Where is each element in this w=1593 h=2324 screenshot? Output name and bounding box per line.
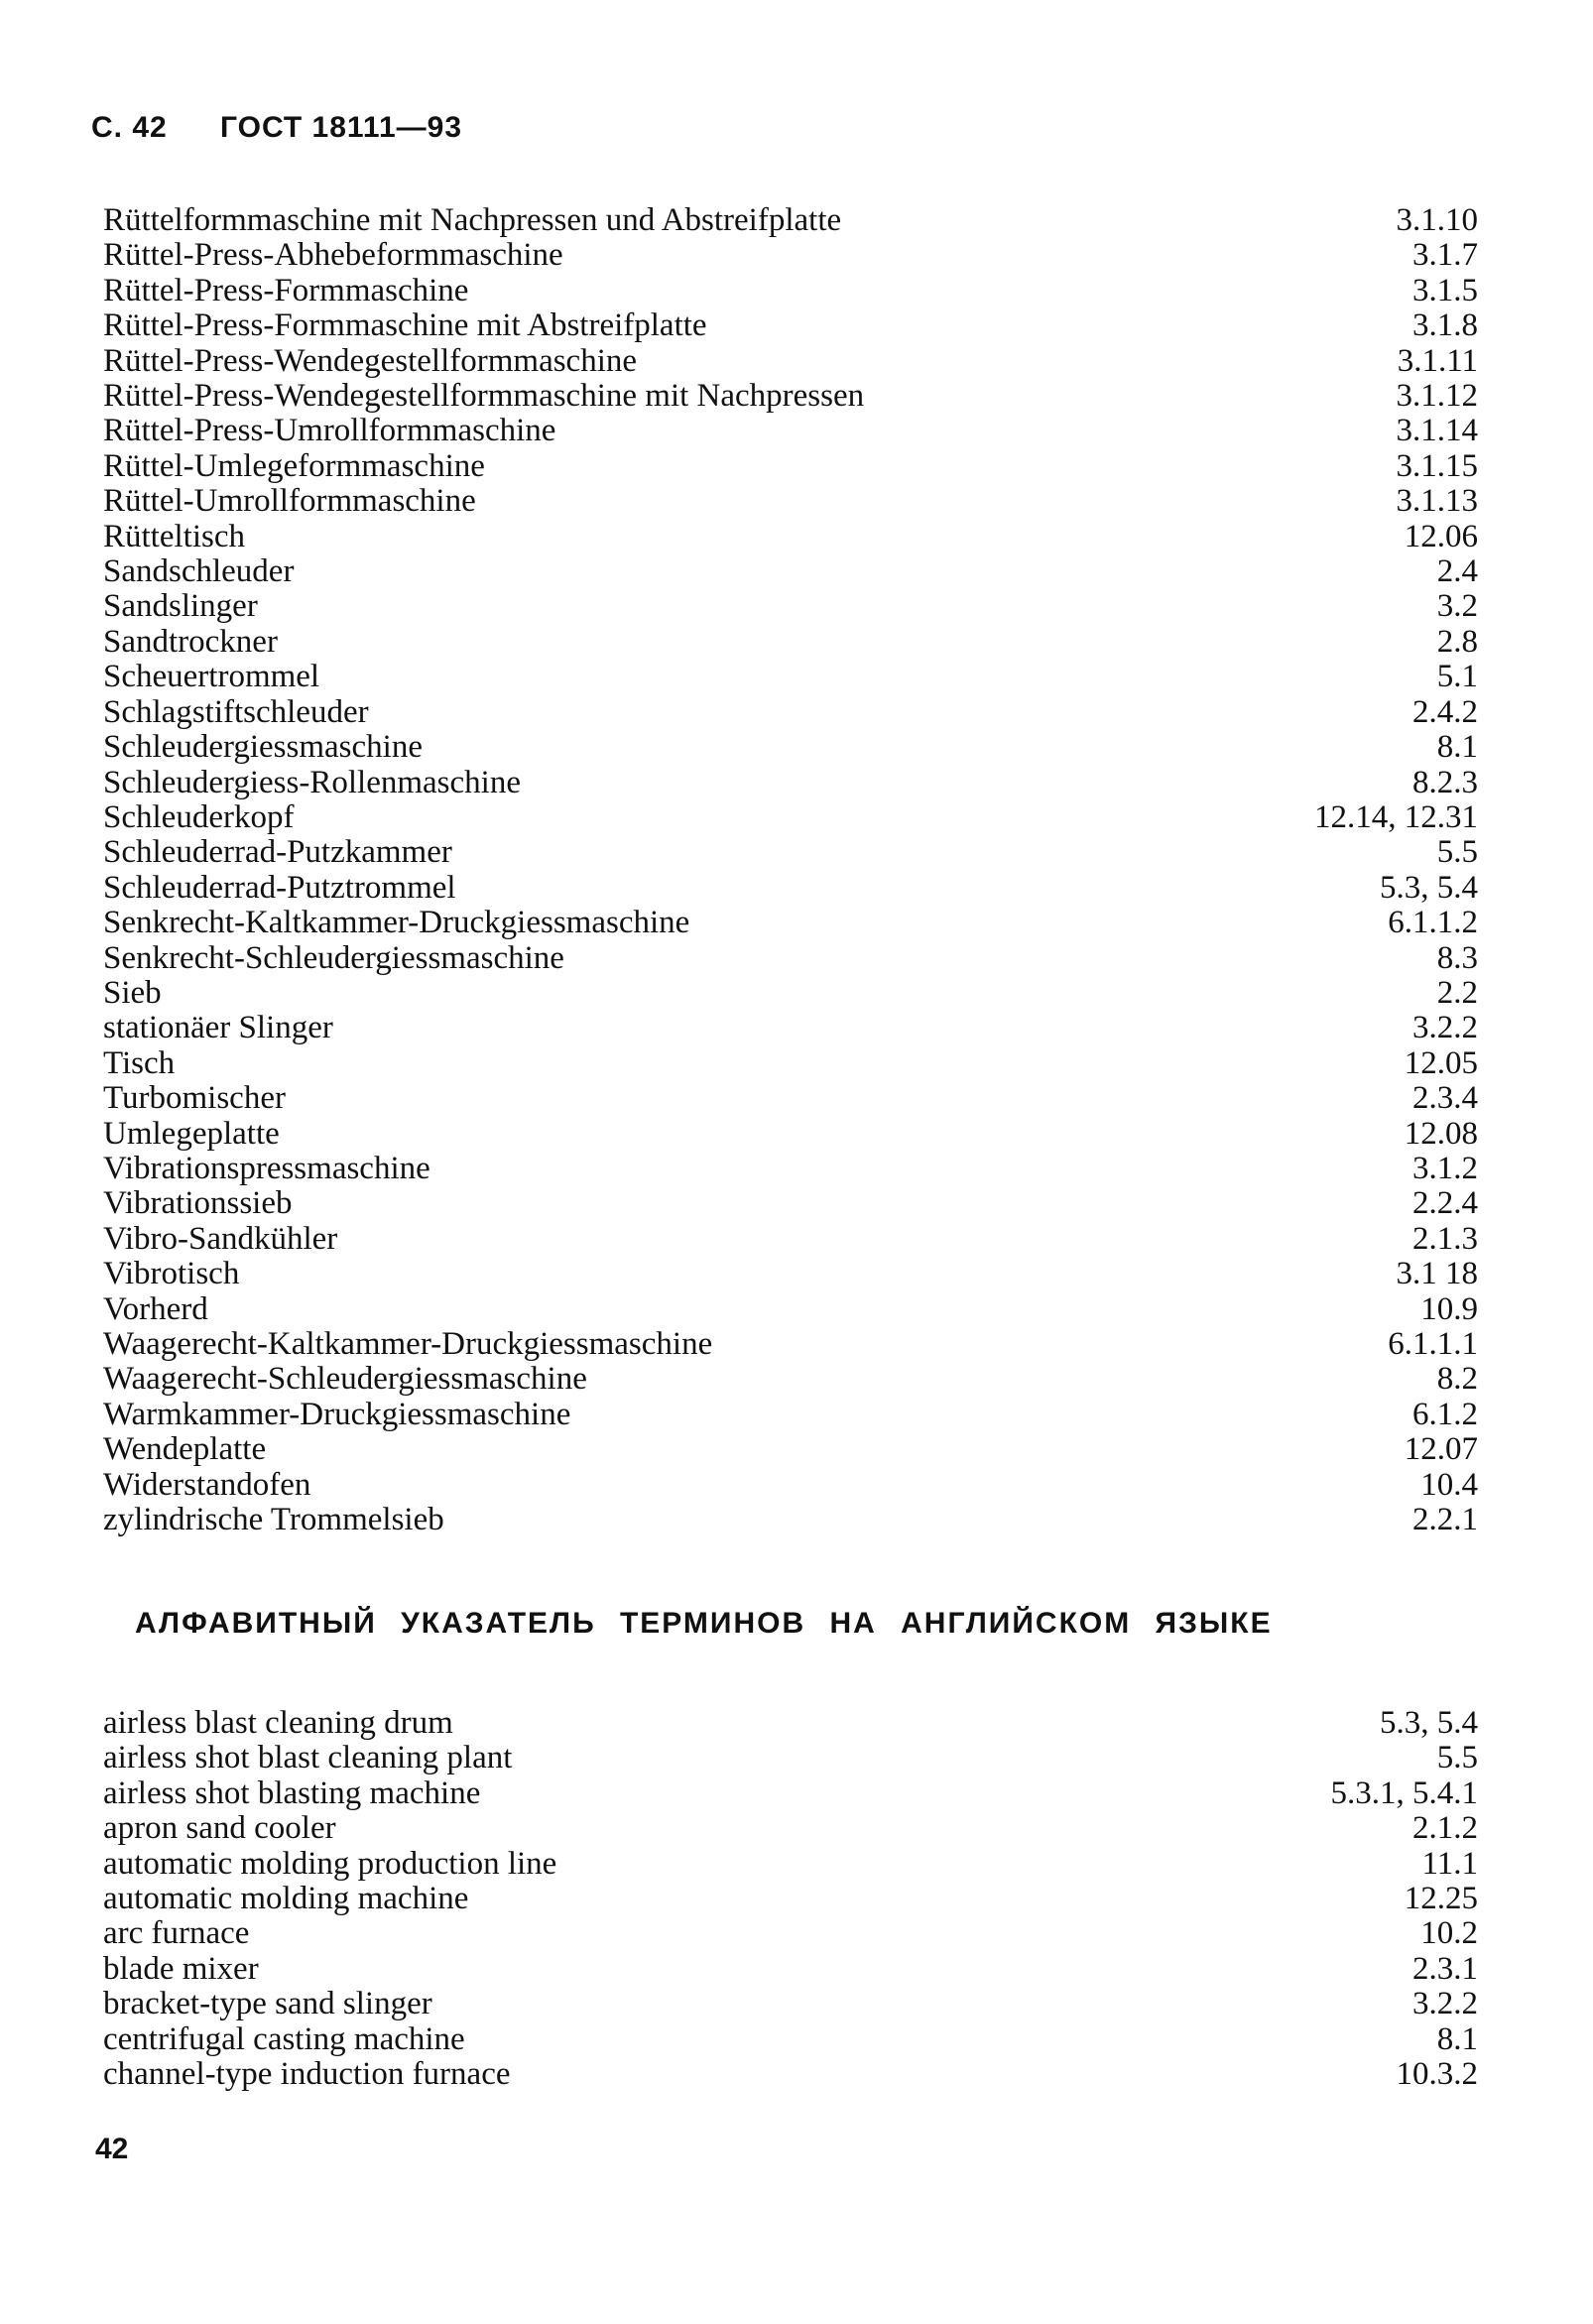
index-entry [103, 695, 1478, 730]
page-number: 42 [95, 2133, 129, 2165]
index-entry [103, 1468, 1478, 1503]
index-ref: 3.2 [1436, 588, 1478, 625]
index-ref: 2.1.2 [1412, 1810, 1478, 1847]
index-term: Sandtrockner [103, 623, 278, 660]
index-entry [103, 484, 1478, 519]
index-term: Rüttel-Umlegeformmaschine [103, 447, 485, 484]
index-entry [103, 554, 1478, 589]
index-term: Rüttel-Press-Wendegestellformmaschine mit Nachpressen [103, 378, 865, 415]
index-ref: 12.25 [1404, 1881, 1478, 1917]
index-term: Vibrationssieb [103, 1185, 293, 1222]
index-ref: 8.1 [1436, 2020, 1478, 2057]
index-term: automatic molding production line [103, 1845, 557, 1882]
index-ref: 6.1.2 [1412, 1396, 1478, 1432]
index-term: Rüttel-Press-Wendegestellformmaschine [103, 342, 638, 379]
index-entry [103, 414, 1478, 448]
index-term: Sieb [103, 974, 162, 1011]
index-term: Rüttelformmaschine mit Nachpressen und Abstreifplatte [103, 202, 842, 238]
index-ref: 3.1 18 [1396, 1256, 1478, 1292]
index-ref: 2.2 [1436, 974, 1478, 1011]
index-ref: 12.05 [1404, 1044, 1478, 1081]
index-entry [103, 906, 1478, 940]
index-entry [103, 2057, 1478, 2092]
index-entry [103, 1222, 1478, 1257]
index-ref: 10.3.2 [1396, 2056, 1478, 2093]
index-entry [103, 1882, 1478, 1916]
index-ref: 3.1.8 [1412, 307, 1478, 344]
index-term: apron sand cooler [103, 1810, 336, 1847]
index-entry [103, 1776, 1478, 1811]
index-ref: 3.1.15 [1396, 447, 1478, 484]
index-entry [103, 1186, 1478, 1221]
index-entry [103, 835, 1478, 870]
index-term: Rüttel-Press-Formmaschine mit Abstreifplatte [103, 307, 707, 344]
index-ref: 3.1.2 [1412, 1150, 1478, 1186]
index-entry [103, 660, 1478, 694]
index-term: airless shot blasting machine [103, 1774, 481, 1811]
index-ref: 3.1.14 [1396, 413, 1478, 449]
index-entry [103, 766, 1478, 800]
index-ref: 12.08 [1404, 1115, 1478, 1152]
index-ref: 2.8 [1436, 623, 1478, 660]
index-term: Umlegeplatte [103, 1115, 280, 1152]
german-term-index [103, 203, 1478, 1537]
index-entry [103, 1257, 1478, 1291]
index-term: Schleudergiessmaschine [103, 729, 423, 766]
index-ref: 3.2.2 [1412, 1010, 1478, 1046]
index-term: zylindrische Trommelsieb [103, 1502, 444, 1538]
index-term: Sandslinger [103, 588, 258, 625]
index-ref: 10.4 [1420, 1466, 1478, 1503]
index-entry [103, 2022, 1478, 2057]
index-term: Scheuertrommel [103, 659, 320, 695]
index-entry [103, 1292, 1478, 1327]
index-ref: 3.1.12 [1396, 378, 1478, 415]
index-term: Schleuderkopf [103, 798, 295, 835]
index-term: bracket-type sand slinger [103, 1986, 432, 2022]
index-entry [103, 344, 1478, 379]
index-ref: 2.3.1 [1412, 1950, 1478, 1987]
index-ref: 8.1 [1436, 729, 1478, 766]
index-entry [103, 625, 1478, 660]
index-entry [103, 1046, 1478, 1081]
index-ref: 2.4.2 [1412, 693, 1478, 730]
index-entry [103, 203, 1478, 238]
index-ref: 3.1.11 [1397, 342, 1478, 379]
index-entry [103, 1152, 1478, 1186]
index-ref: 10.9 [1420, 1290, 1478, 1327]
index-entry [103, 1362, 1478, 1397]
index-term: Sandschleuder [103, 553, 295, 590]
index-ref: 2.2.1 [1412, 1502, 1478, 1538]
index-term: Widerstandofen [103, 1466, 311, 1503]
index-entry [103, 1432, 1478, 1467]
index-term: Rüttel-Press-Abhebeformmaschine [103, 237, 563, 274]
index-entry [103, 976, 1478, 1011]
index-entry [103, 1011, 1478, 1045]
index-ref: 5.3, 5.4 [1380, 869, 1478, 906]
index-entry [103, 1811, 1478, 1846]
index-ref: 8.2 [1436, 1361, 1478, 1398]
index-ref: 3.1.13 [1396, 483, 1478, 520]
index-entry [103, 274, 1478, 308]
index-ref: 2.1.3 [1412, 1220, 1478, 1257]
index-ref: 2.4 [1436, 553, 1478, 590]
index-entry [103, 449, 1478, 484]
index-entry [103, 800, 1478, 835]
index-ref: 3.1.7 [1412, 237, 1478, 274]
index-ref: 10.2 [1420, 1915, 1478, 1952]
index-ref: 3.1.10 [1396, 202, 1478, 238]
index-term: Wendeplatte [103, 1431, 267, 1468]
index-term: Vorherd [103, 1290, 208, 1327]
index-ref: 12.07 [1404, 1431, 1478, 1468]
index-term: Warmkammer-Druckgiessmaschine [103, 1396, 571, 1432]
index-entry [103, 1706, 1478, 1741]
index-ref: 2.3.4 [1412, 1080, 1478, 1117]
index-term: Rüttel-Press-Umrollformmaschine [103, 413, 556, 449]
index-ref: 5.3.1, 5.4.1 [1330, 1774, 1478, 1811]
running-head [91, 111, 462, 145]
index-term: Tisch [103, 1044, 176, 1081]
index-term: Schlagstiftschleuder [103, 693, 369, 730]
section-heading: АЛФАВИТНЫЙ УКАЗАТЕЛЬ ТЕРМИНОВ НА АНГЛИЙСКОМ ЯЗЫКЕ [135, 1607, 1273, 1640]
index-term: Waagerecht-Kaltkammer-Druckgiessmaschine [103, 1326, 713, 1362]
index-ref: 8.3 [1436, 939, 1478, 976]
index-entry [103, 1503, 1478, 1537]
index-entry [103, 238, 1478, 273]
index-term: automatic molding machine [103, 1881, 469, 1917]
index-entry [103, 1952, 1478, 1987]
index-entry [103, 1916, 1478, 1951]
index-term: Rütteltisch [103, 518, 245, 554]
index-ref: 5.5 [1436, 1740, 1478, 1776]
index-entry [103, 1081, 1478, 1116]
index-term: arc furnace [103, 1915, 250, 1952]
index-term: Schleuderrad-Putzkammer [103, 834, 452, 871]
index-entry [103, 1327, 1478, 1362]
index-ref: 12.06 [1404, 518, 1478, 554]
index-ref: 6.1.1.1 [1388, 1326, 1478, 1362]
index-ref: 5.5 [1436, 834, 1478, 871]
index-term: Rüttel-Press-Formmaschine [103, 272, 469, 308]
index-entry [103, 1117, 1478, 1152]
english-term-index [103, 1706, 1478, 2092]
index-term: Schleuderrad-Putztrommel [103, 869, 456, 906]
index-entry [103, 589, 1478, 624]
index-term: Senkrecht-Schleudergiessmaschine [103, 939, 564, 976]
header-standard: ГОСТ 18111—93 [220, 111, 463, 144]
index-term: Vibro-Sandkühler [103, 1220, 338, 1257]
index-term: airless blast cleaning drum [103, 1705, 453, 1741]
index-term: Vibrotisch [103, 1256, 240, 1292]
index-term: Vibrationspressmaschine [103, 1150, 430, 1186]
index-term: channel-type induction furnace [103, 2056, 511, 2093]
index-term: Turbomischer [103, 1080, 286, 1117]
index-entry [103, 308, 1478, 343]
header-page-ref: С. 42 [91, 111, 168, 144]
index-entry [103, 1987, 1478, 2021]
index-ref: 8.2.3 [1412, 764, 1478, 800]
index-ref: 6.1.1.2 [1388, 905, 1478, 941]
index-entry [103, 730, 1478, 765]
index-term: blade mixer [103, 1950, 259, 1987]
index-entry [103, 941, 1478, 976]
index-term: Rüttel-Umrollformmaschine [103, 483, 476, 520]
index-ref: 5.1 [1436, 659, 1478, 695]
index-ref: 5.3, 5.4 [1380, 1705, 1478, 1741]
index-entry [103, 1398, 1478, 1432]
index-ref: 3.1.5 [1412, 272, 1478, 308]
index-term: Waagerecht-Schleudergiessmaschine [103, 1361, 587, 1398]
index-entry [103, 871, 1478, 906]
index-entry [103, 1741, 1478, 1775]
index-ref: 11.1 [1421, 1845, 1478, 1882]
index-term: stationäer Slinger [103, 1010, 333, 1046]
index-ref: 12.14, 12.31 [1314, 798, 1478, 835]
index-term: Schleudergiess-Rollenmaschine [103, 764, 521, 800]
index-entry [103, 520, 1478, 554]
index-term: centrifugal casting machine [103, 2020, 465, 2057]
index-ref: 3.2.2 [1412, 1986, 1478, 2022]
index-term: Senkrecht-Kaltkammer-Druckgiessmaschine [103, 905, 690, 941]
index-entry [103, 379, 1478, 414]
index-term: airless shot blast cleaning plant [103, 1740, 513, 1776]
index-entry [103, 1847, 1478, 1882]
index-ref: 2.2.4 [1412, 1185, 1478, 1222]
